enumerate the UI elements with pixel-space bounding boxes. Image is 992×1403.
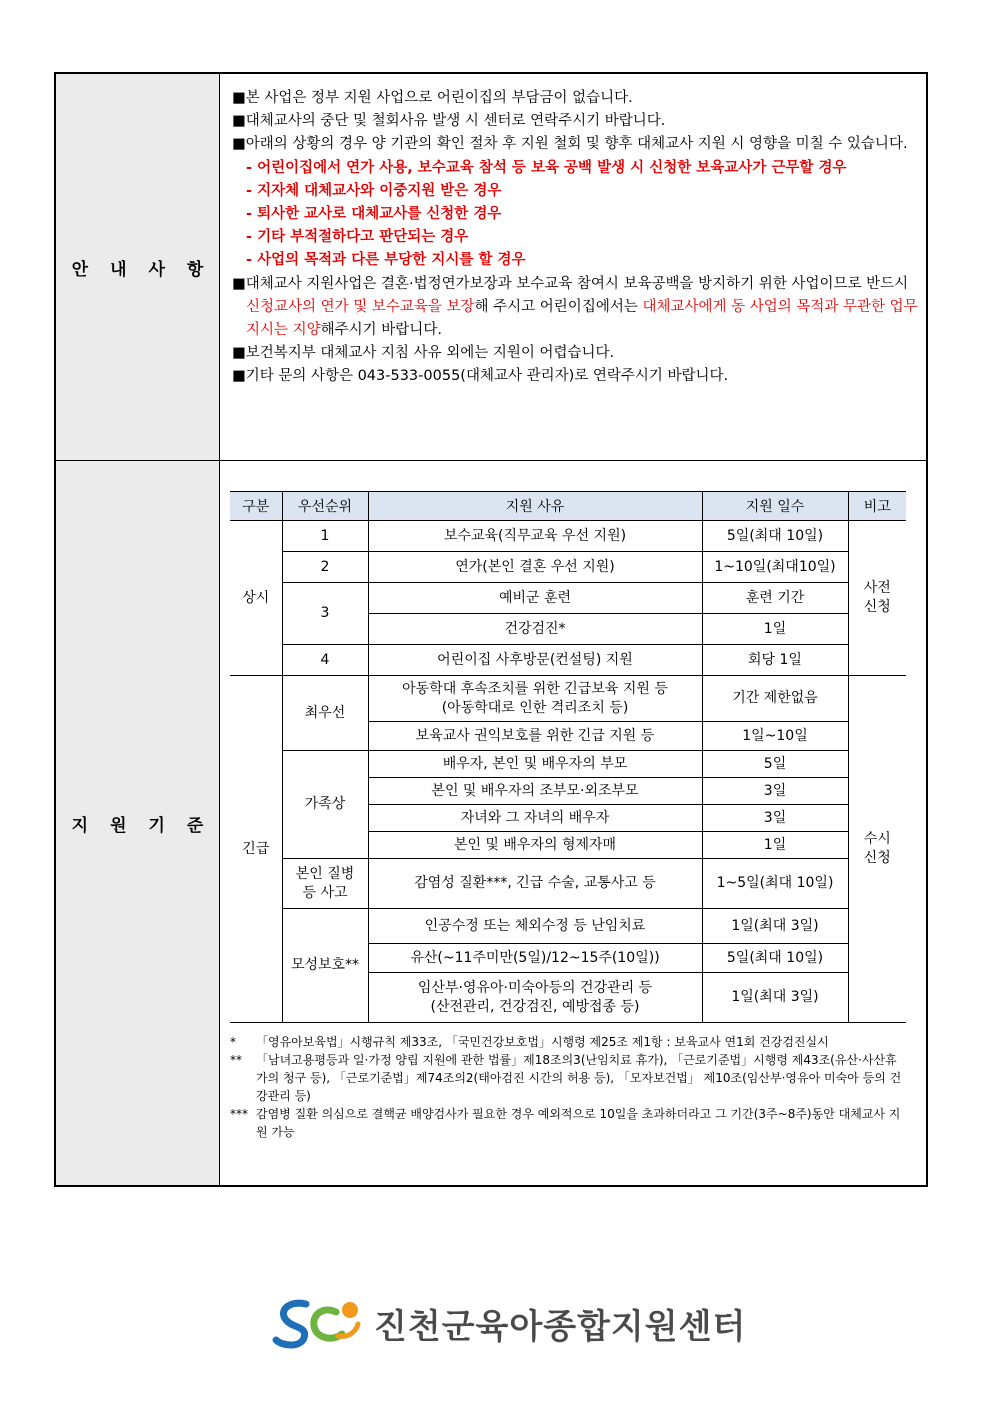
notice-paragraph	[232, 273, 918, 343]
reason-cell: 배우자, 본인 및 배우자의 부모	[368, 751, 702, 778]
priority-cell: 3	[282, 583, 368, 645]
criteria-header-row	[230, 492, 906, 521]
footnote	[230, 1051, 906, 1105]
table-row	[230, 859, 906, 909]
header-note: 비고	[848, 492, 906, 521]
reason-cell: 예비군 훈련	[368, 583, 702, 614]
notice-label-cell	[55, 73, 226, 461]
priority-cell: 본인 질병 등 사고	[282, 859, 368, 909]
criteria-label: 지원기준	[71, 815, 226, 836]
days-cell: 1일	[702, 832, 848, 859]
group-regular: 상시	[230, 521, 282, 676]
footnote-text: 「영유아보육법」시행규칙 제33조, 「국민건강보호법」시행령 제25조 제1항 : 보육교사 연1회 건강검진실시	[256, 1035, 829, 1049]
criteria-row	[55, 461, 927, 1187]
days-cell: 1일(최대 3일)	[702, 973, 848, 1023]
org-logo	[272, 1296, 746, 1350]
reason-cell: 임산부·영유아·미숙아등의 건강관리 등 (산전관리, 건강검진, 예방접종 등)	[368, 973, 702, 1023]
table-row	[230, 751, 906, 778]
group-urgent: 긴급	[230, 676, 282, 1023]
criteria-table	[230, 491, 906, 1023]
days-cell: 1일~10일	[702, 722, 848, 751]
footnote	[230, 1033, 906, 1051]
notice-bullet-2: ■대체교사의 중단 및 철회사유 발생 시 센터로 연락주시기 바랍니다.	[232, 113, 666, 130]
days-cell: 기간 제한없음	[702, 676, 848, 722]
org-name: 진천군육아종합지원센터	[374, 1306, 747, 1347]
reason-cell: 어린이집 사후방문(컨설팅) 지원	[368, 645, 702, 676]
notice-row	[55, 73, 927, 461]
reason-cell: 감염성 질환***, 긴급 수술, 교통사고 등	[368, 859, 702, 909]
days-cell: 5일	[702, 751, 848, 778]
reason-cell: 본인 및 배우자의 조부모·외조부모	[368, 778, 702, 805]
days-cell: 훈련 기간	[702, 583, 848, 614]
notice-label: 안내사항	[71, 259, 226, 280]
notice-sub-4: - 기타 부적절하다고 판단되는 경우	[246, 229, 469, 246]
table-row	[230, 909, 906, 944]
org-logo-icon	[272, 1296, 364, 1350]
criteria-content	[220, 461, 928, 1187]
note-urgent: 수시 신청	[848, 676, 906, 1023]
days-cell: 1일(최대 3일)	[702, 909, 848, 944]
footnotes	[230, 1033, 906, 1141]
table-row	[230, 676, 906, 722]
days-cell: 3일	[702, 805, 848, 832]
reason-cell: 보수교육(직무교육 우선 지원)	[368, 521, 702, 552]
priority-cell: 2	[282, 552, 368, 583]
reason-cell: 자녀와 그 자녀의 배우자	[368, 805, 702, 832]
days-cell: 1~10일(최대10일)	[702, 552, 848, 583]
header-category: 구분	[230, 492, 282, 521]
main-form-table	[54, 72, 928, 1187]
table-row	[230, 583, 906, 614]
priority-cell: 1	[282, 521, 368, 552]
reason-cell: 유산(~11주미만(5일)/12~15주(10일))	[368, 944, 702, 973]
criteria-label-cell	[55, 461, 226, 1187]
footnote	[230, 1105, 906, 1141]
para-red-2: 대체교사에게 동 사업의 목적과 무관한 업무지시는 지양	[246, 298, 918, 339]
para-text-c: 해주시기 바랍니다.	[320, 322, 442, 339]
notice-sub-2: - 지자체 대체교사와 이중지원 받은 경우	[246, 182, 502, 199]
priority-cell: 4	[282, 645, 368, 676]
notice-bullet-last-2: ■기타 문의 사항은 043-533-0055(대체교사 관리자)로 연락주시기 바랍니다.	[232, 368, 729, 385]
reason-cell: 본인 및 배우자의 형제자매	[368, 832, 702, 859]
reason-cell: 인공수정 또는 체외수정 등 난임치료	[368, 909, 702, 944]
reason-cell: 연가(본인 결혼 우선 지원)	[368, 552, 702, 583]
days-cell: 5일(최대 10일)	[702, 944, 848, 973]
days-cell: 1일	[702, 614, 848, 645]
note-regular: 사전 신청	[848, 521, 906, 676]
days-cell: 3일	[702, 778, 848, 805]
days-cell: 5일(최대 10일)	[702, 521, 848, 552]
notice-content	[220, 73, 928, 461]
notice-sub-1: - 어린이집에서 연가 사용, 보수교육 참석 등 보육 공백 발생 시 신청한 보육교사가 근무할 경우	[246, 159, 847, 176]
footnote-text: 「남녀고용평등과 일·가정 양립 지원에 관한 법률」제18조의3(난임치료 휴가), 「근로기준법」시행령 제43조(유산·사산휴가의 청구 등), 「근로기준법」제74조의2(태아검진 시간의 허용 등), 「모자보건법」 제10조(임산부·영유아 미숙아 등의 건강관리 등)	[256, 1053, 902, 1103]
days-cell: 1~5일(최대 10일)	[702, 859, 848, 909]
days-cell: 회당 1일	[702, 645, 848, 676]
table-row	[230, 552, 906, 583]
header-priority: 우선순위	[282, 492, 368, 521]
para-red-1: 신청교사의 연가 및 보수교육을 보장	[246, 298, 475, 315]
para-text-a: ■대체교사 지원사업은 결혼·법정연가보장과 보수교육 참여시 보육공백을 방지하기 위한 사업이므로 반드시	[232, 275, 909, 292]
footnote-text: 감염병 질환 의심으로 결핵균 배양검사가 필요한 경우 예외적으로 10일을 초과하더라고 그 기간(3주~8주)동안 대체교사 지원 가능	[256, 1107, 901, 1139]
reason-cell: 보육교사 권익보호를 위한 긴급 지원 등	[368, 722, 702, 751]
priority-cell: 최우선	[282, 676, 368, 751]
notice-bullet-3: ■아래의 상황의 경우 양 기관의 확인 절차 후 지원 철회 및 향후 대체교사 지원 시 영향을 미칠 수 있습니다.	[232, 136, 908, 153]
notice-bullet-1: ■본 사업은 정부 지원 사업으로 어린이집의 부담금이 없습니다.	[232, 90, 633, 106]
notice-bullet-last-1: ■보건복지부 대체교사 지침 사유 외에는 지원이 어렵습니다.	[232, 345, 615, 362]
header-reason: 지원 사유	[368, 492, 702, 521]
table-row	[230, 645, 906, 676]
footnote-mark: *	[230, 1035, 236, 1049]
priority-cell: 모성보호**	[282, 909, 368, 1023]
reason-cell: 아동학대 후속조치를 위한 긴급보육 지원 등 (아동학대로 인한 격리조치 등)	[368, 676, 702, 722]
priority-cell: 가족상	[282, 751, 368, 859]
footnote-mark: ***	[230, 1107, 248, 1121]
header-days: 지원 일수	[702, 492, 848, 521]
para-text-b: 해 주시고 어린이집에서는	[474, 298, 643, 315]
notice-sub-3: - 퇴사한 교사로 대체교사를 신청한 경우	[246, 206, 502, 223]
table-row	[230, 521, 906, 552]
footnote-mark: **	[230, 1053, 242, 1067]
reason-cell: 건강검진*	[368, 614, 702, 645]
notice-sub-5: - 사업의 목적과 다른 부당한 지시를 할 경우	[246, 252, 526, 269]
